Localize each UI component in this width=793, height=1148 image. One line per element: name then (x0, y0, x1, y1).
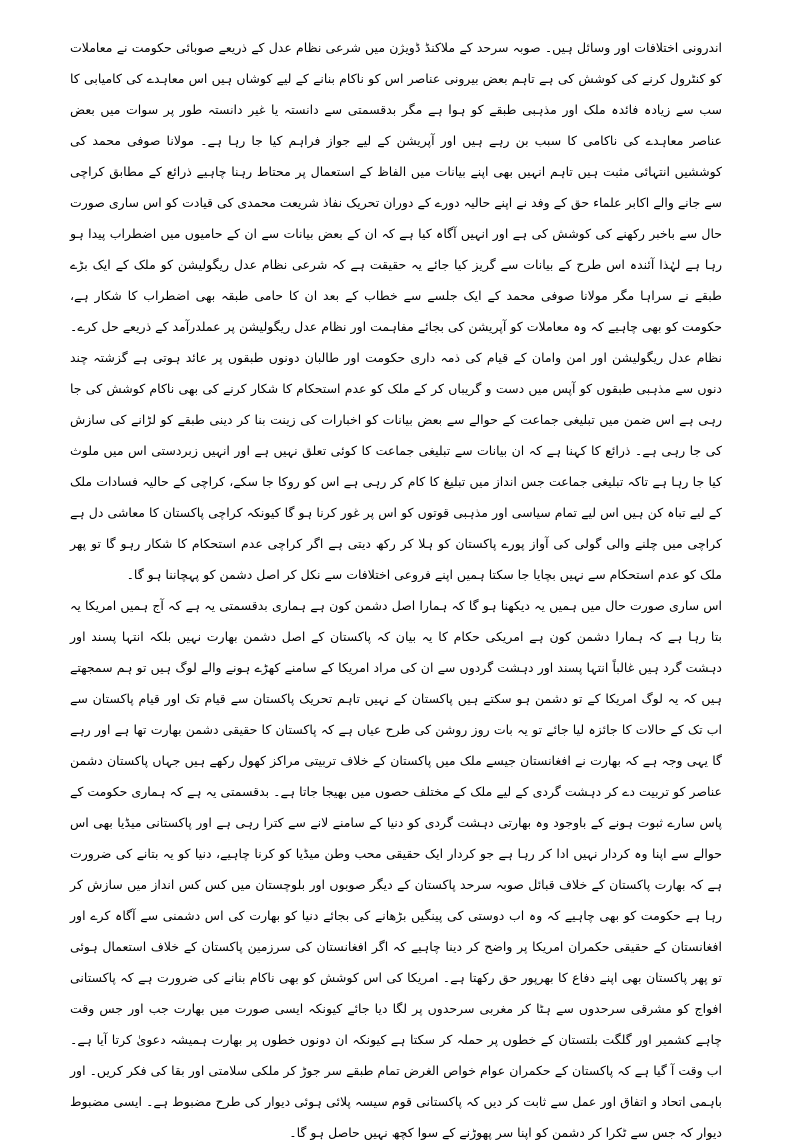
paragraph-1: اندرونی اختلافات اور وسائل ہیں۔ صوبہ سرحد کے ملاکنڈ ڈویژن میں شرعی نظام عدل کے ذریعے صوبائی حکومت نے معاملات کو کنٹرول کرنے کی کوشش کی ہے تاہم بعض بیرونی عناصر اس کو ناکام بنانے کے لیے کوشاں ہیں اس معاہدے کی کامیابی کا سب سے زیادہ فائدہ ملک اور مذہبی طبقے کو ہوا ہے مگر بدقسمتی سے دانستہ یا غیر دانستہ طور پر سوات میں بعض عناصر معاہدے کی ناکامی کا سبب بن رہے ہیں اور آپریشن کے لیے جواز فراہم کیا جا رہا ہے۔ مولانا صوفی محمد کی کوششیں انتہائی مثبت ہیں تاہم انہیں بھی اپنے بیانات میں الفاظ کے استعمال پر محتاط رہنا چاہیے ذرائع کے مطابق کراچی سے جانے والے اکابر علماء حق کے وفد نے اپنے حالیہ دورے کے دوران تحریک نفاذ شریعت محمدی کی قیادت کو اس ساری صورت حال سے باخبر رکھنے کی کوشش کی ہے اور انہیں آگاہ کیا ہے کہ ان کے بعض بیانات سے ان کے حامیوں میں اضطراب پیدا ہو رہا ہے لہٰذا آئندہ اس طرح کے بیانات سے گریز کیا جائے یہ حقیقت ہے کہ شرعی نظام عدل ریگولیشن کو ملک کے ایک بڑے طبقے نے سراہا مگر مولانا صوفی محمد کے ایک جلسے سے خطاب کے بعد ان کا حامی طبقہ بھی اضطراب کا شکار ہے، حکومت کو بھی چاہیے کہ وہ معاملات کو آپریشن کی بجائے مفاہمت اور نظام عدل ریگولیشن پر عملدرآمد کے ذریعے حل کرے۔ نظام عدل ریگولیشن اور امن وامان کے قیام کی ذمہ داری حکومت اور طالبان دونوں طبقوں پر عائد ہوتی ہے گزشتہ چند دنوں سے مذہبی طبقوں کو آپس میں دست و گریباں کر کے ملک کو عدم استحکام کا شکار کرنے کی بھی ناکام کوشش کی جا رہی ہے اس ضمن میں تبلیغی جماعت کے حوالے سے بعض بیانات کو اخبارات کی زینت بنا کر دینی طبقے کو لڑانے کی سازش کی جا رہی ہے۔ ذرائع کا کہنا ہے کہ ان بیانات سے تبلیغی جماعت کا کوئی تعلق نہیں ہے اور انہیں زبردستی اس میں ملوث کیا جا رہا ہے تاکہ تبلیغی جماعت جس انداز میں تبلیغ کا کام کر رہی ہے اس کو روکا جا سکے، کراچی کے حالیہ فسادات ملک کے لیے تباہ کن ہیں اس لیے تمام سیاسی اور مذہبی قوتوں کو اس پر غور کرنا ہو گا کیونکہ کراچی پاکستان کا معاشی دل ہے کراچی میں چلنے والی گولی کی آواز پورے پاکستان کو ہلا کر رکھ دیتی ہے اگر کراچی عدم استحکام کا شکار رہو گا تو پھر ملک کو عدم استحکام سے نہیں بچایا جا سکتا ہمیں اپنے فروعی اختلافات سے نکل کر اصل دشمن کو پہچاننا ہو گا۔ (70, 40, 722, 582)
document-page (70, 32, 722, 1148)
paragraph-2: اس ساری صورت حال میں ہمیں یہ دیکھنا ہو گا کہ ہمارا اصل دشمن کون ہے ہماری بدقسمتی یہ ہے کہ آج ہمیں امریکا یہ بتا رہا ہے کہ ہمارا دشمن کون ہے امریکی حکام کا یہ بیان کہ پاکستان کے اصل دشمن بھارت نہیں بلکہ انتہا پسند اور دہشت گرد ہیں غالباً انتہا پسند اور دہشت گردوں سے ان کی مراد امریکا کے سامنے کھڑے ہونے والے لوگ ہیں تو ہم سمجھتے ہیں کہ یہ لوگ امریکا کے تو دشمن ہو سکتے ہیں پاکستان کے نہیں تاہم تحریک پاکستان سے قیام تک اور قیام پاکستان سے اب تک کے حالات کا جائزہ لیا جائے تو یہ بات روز روشن کی طرح عیاں ہے کہ پاکستان کا حقیقی دشمن بھارت تھا ہے اور رہے گا یہی وجہ ہے کہ بھارت نے افغانستان جیسے ملک میں پاکستان کے خلاف تربیتی مراکز کھول رکھے ہیں جہاں پاکستان دشمن عناصر کو تربیت دے کر دہشت گردی کے لیے ملک کے مختلف حصوں میں بھیجا جاتا ہے۔ بدقسمتی یہ ہے کہ ہماری حکومت کے پاس سارے ثبوت ہونے کے باوجود وہ بھارتی دہشت گردی کو دنیا کے سامنے لانے سے کترا رہی ہے اور پاکستانی میڈیا بھی اس حوالے سے اپنا وہ کردار نہیں ادا کر رہا ہے جو کردار ایک حقیقی محب وطن میڈیا کو کرنا چاہیے، دنیا کو یہ بتانے کی ضرورت ہے کہ بھارت پاکستان کے خلاف قبائل صوبہ سرحد پاکستان کے دیگر صوبوں اور بلوچستان میں کس کس انداز میں سازش کر رہا ہے حکومت کو بھی چاہیے کہ وہ اب دوستی کی پینگیں بڑھانے کی بجائے دنیا کو بھارت کی اس دشمنی سے آگاہ کرے اور افغانستان کے حقیقی حکمران امریکا پر واضح کر دینا چاہیے کہ اگر افغانستان کی سرزمین پاکستان کے خلاف استعمال ہوئی تو پھر پاکستان بھی اپنے دفاع کا بھرپور حق رکھتا ہے۔ امریکا کی اس کوشش کو بھی ناکام بنانے کی ضرورت ہے کہ پاکستانی افواج کو مشرقی سرحدوں سے ہٹا کر مغربی سرحدوں پر لگا دیا جائے کیونکہ ایسی صورت میں بھارت جب اور جس وقت چاہے کشمیر اور گلگت بلتستان کے خطوں پر حملہ کر سکتا ہے کیونکہ ان دونوں خطوں پر بھارت ہمیشہ دعویٰ کرتا آیا ہے۔ اب وقت آ گیا ہے کہ پاکستان کے حکمران عوام خواص الغرض تمام طبقے سر جوڑ کر ملکی سلامتی اور بقا کی فکر کریں۔ اور باہمی اتحاد و اتفاق اور عمل سے ثابت کر دیں کہ پاکستانی قوم سیسہ پلائی ہوئی دیوار کی طرح مضبوط ہے۔ ایسی مضبوط دیوار کہ جس سے ٹکرا کر دشمن کو اپنا سر پھوڑنے کے سوا کچھ نہیں حاصل ہو گا۔ (70, 598, 722, 1140)
